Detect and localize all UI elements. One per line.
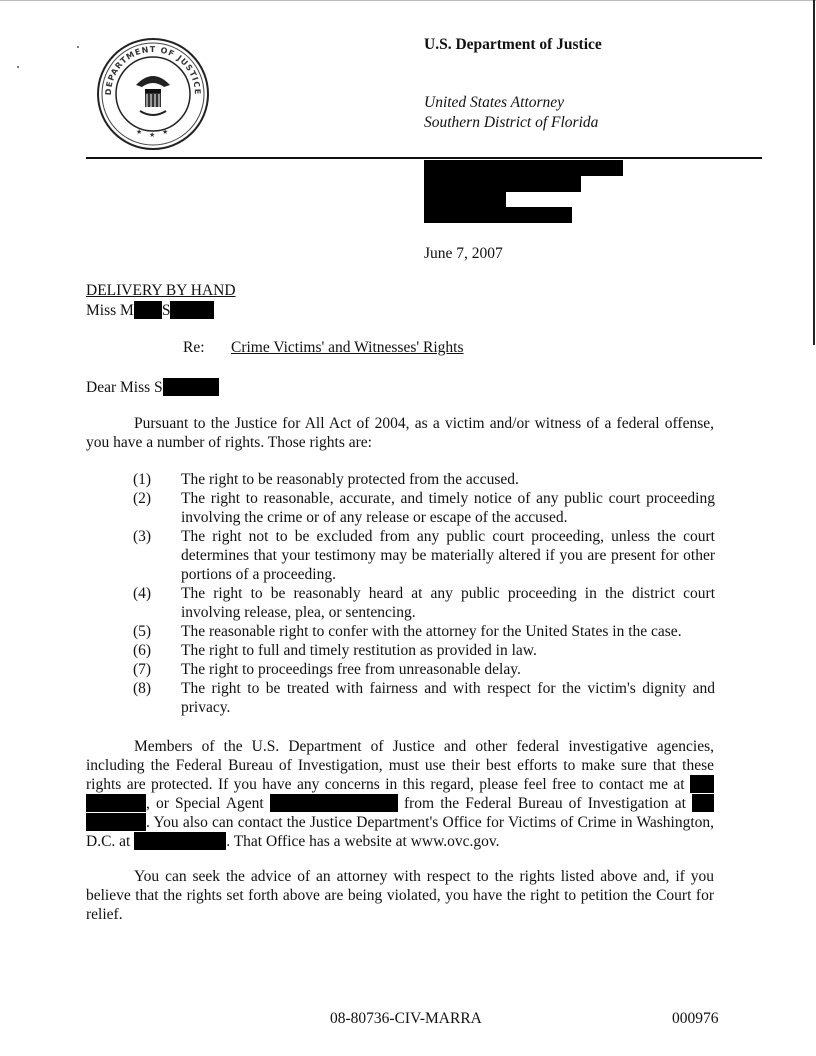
redaction-address-1	[424, 160, 623, 176]
office-name	[424, 93, 598, 133]
right-number: (8)	[133, 680, 152, 697]
right-number: (4)	[133, 585, 152, 602]
right-text: The right to be reasonably heard at any public proceeding in the district court involving release, plea, or sentencing.	[181, 585, 715, 621]
right-item	[133, 641, 715, 660]
delivery-method: DELIVERY BY HAND	[86, 282, 236, 299]
doj-seal	[96, 37, 210, 151]
right-item	[133, 489, 715, 527]
right-text: The right to be reasonably protected from the accused.	[181, 471, 519, 488]
re-label: Re:	[183, 339, 205, 356]
rights-list	[133, 470, 715, 717]
re-subject: Crime Victims' and Witnesses' Rights	[231, 339, 464, 356]
right-text: The reasonable right to confer with the attorney for the United States in the case.	[181, 623, 682, 640]
department-name: U.S. Department of Justice	[424, 36, 602, 53]
right-text: The right not to be excluded from any public court proceeding, unless the court determines that your testimony may be materially altered if you are present for other portions of a proceeding.	[181, 528, 715, 583]
svg-text:★: ★	[149, 131, 156, 139]
svg-text:★: ★	[136, 128, 143, 136]
redaction-recipient-1	[134, 301, 162, 319]
redaction-address-4	[424, 207, 572, 223]
page-top-edge	[0, 0, 816, 1]
redaction-address-2	[424, 176, 581, 192]
scan-edge	[813, 0, 815, 345]
right-item	[133, 660, 715, 679]
letter-date: June 7, 2007	[424, 245, 503, 262]
redaction-phone-4	[86, 813, 146, 831]
case-number: 08-80736-CIV-MARRA	[330, 1010, 482, 1027]
right-text: The right to be treated with fairness and with respect for the victim's dignity and privacy.	[181, 680, 715, 716]
right-number: (7)	[133, 661, 152, 678]
right-number: (1)	[133, 471, 152, 488]
redaction-agent-name	[270, 794, 398, 812]
right-text: The right to proceedings free from unreasonable delay.	[181, 661, 521, 678]
svg-text:★: ★	[162, 128, 169, 136]
redaction-salutation	[163, 378, 219, 396]
right-number: (5)	[133, 623, 152, 640]
redaction-phone-1	[690, 775, 714, 793]
right-text: The right to reasonable, accurate, and timely notice of any public court proceeding involving the crime or of any release or escape of the accused.	[181, 490, 715, 526]
right-item	[133, 679, 715, 717]
intro-paragraph: Pursuant to the Justice for All Act of 2004, as a victim and/or witness of a federal offense, you have a number of rights. Those rights are:	[86, 415, 714, 451]
contact-paragraph: Members of the U.S. Department of Justice and other federal investigative agencies, including the Federal Bureau of Investigation, must use their best efforts to make sure that these rights are protected. If you have any concerns in this regard, please feel free to contact me at , or Special Agent from the Federal Bureau of Investigation at . You also can contact the Justice Department's Office for Victims of Crime in Washington, D.C. at . That Office has a website at www.ovc.gov.	[86, 738, 714, 850]
recipient-name: Miss M S	[86, 301, 214, 320]
redaction-phone-3	[692, 794, 714, 812]
right-number: (2)	[133, 490, 152, 507]
right-number: (6)	[133, 642, 152, 659]
scan-speck	[17, 66, 19, 68]
bates-number: 000976	[672, 1010, 719, 1027]
closing-paragraph: You can seek the advice of an attorney with respect to the rights listed above and, if you believe that the rights set forth above are being violated, you have the right to petition the Court for relief.	[86, 868, 714, 923]
right-item	[133, 470, 715, 489]
right-item	[133, 584, 715, 622]
office-line-2: Southern District of Florida	[424, 114, 599, 131]
right-item	[133, 622, 715, 641]
redaction-recipient-2	[170, 301, 214, 319]
right-text: The right to full and timely restitution as provided in law.	[181, 642, 537, 659]
scan-speck	[77, 46, 79, 48]
redaction-phone-2	[86, 794, 146, 812]
letterhead-rule	[86, 157, 762, 159]
salutation: Dear Miss S	[86, 378, 219, 397]
right-item	[133, 527, 715, 584]
redaction-address-3	[424, 192, 506, 208]
office-line-1: United States Attorney	[424, 94, 565, 111]
right-number: (3)	[133, 528, 152, 545]
svg-text:DEPARTMENT OF JUSTICE: DEPARTMENT OF JUSTICE	[103, 44, 203, 96]
redaction-ovc-phone	[134, 832, 226, 850]
